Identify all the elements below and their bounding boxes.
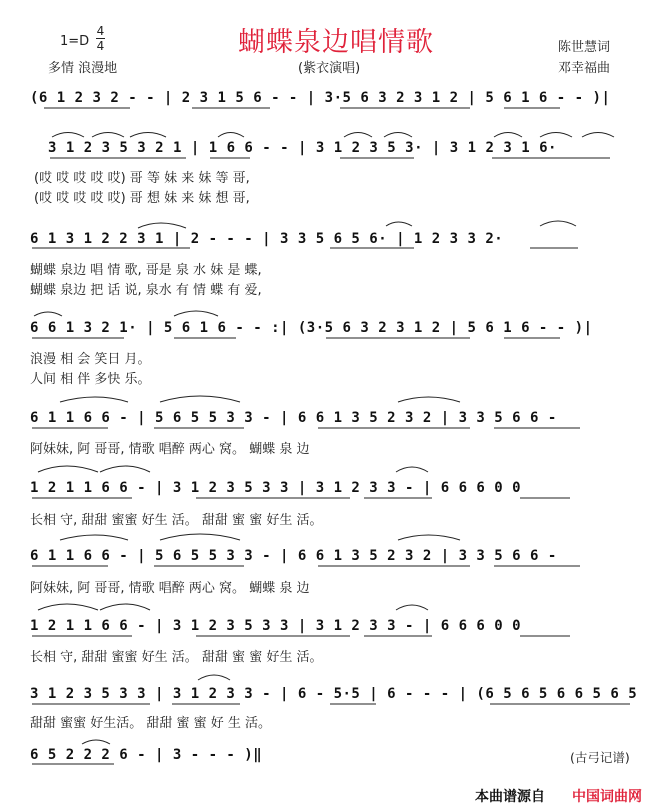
lyric-line-7: 阿妹妹, 阿 哥哥, 情歌 唱醉 两心 窝。 蝴蝶 泉 边 [30,581,310,596]
transcriber-credit: (古弓记谱) [570,750,630,765]
slur-arc [386,222,412,226]
notation-line-6: 1 2 1 1 6 6 - | 3 1 2 3 5 3 3 | 3 1 2 3 3 - | 6 6 6 0 0 [30,480,522,496]
slur-arc [38,466,98,472]
notation-line-10: 6 5 2 2 2 6 - | 3 - - - )‖ [30,747,263,763]
slur-arc [38,604,98,610]
notation-line-4: 6 6 1 3 2 1· | 5 6 1 6 - - :| (3·5 6 3 2 3 1 2 | 5 6 1 6 - - )| [30,320,593,336]
slur-arc [398,397,460,402]
lyric-line-3-verse-2: 蝴蝶 泉边 把 话 说, 泉水 有 情 蝶 有 爱, [30,283,262,298]
slur-arc [396,467,428,472]
slur-arc [92,133,124,138]
slur-arc [218,133,244,138]
slur-arc [100,604,150,610]
slur-arc [384,133,412,138]
notation-line-9: 3 1 2 3 5 3 3 | 3 1 2 3 3 - | 6 - 5·5 | 6 - - - | (6 5 6 5 6 6 5 6 5 [30,686,638,702]
notation-line-5: 6 1 1 6 6 - | 5 6 5 5 3 3 - | 6 6 1 3 5 2 3 2 | 3 3 5 6 6 - [30,410,557,426]
slur-arc [396,605,428,610]
notation-line-1: (6 1 2 3 2 - - | 2 3 1 5 6 - - | 3·5 6 3 2 3 1 2 | 5 6 1 6 - - )| [30,90,611,106]
lyric-line-4-verse-1: 浪漫 相 会 笑日 月。 [30,352,151,367]
slur-arc [540,133,572,138]
song-title: 蝴蝶泉边唱情歌 [238,27,434,58]
slur-arc [398,535,460,540]
composer: 邓幸福曲 [558,61,611,76]
slur-arc [494,133,522,138]
slur-arc [160,534,240,540]
lyric-line-2-verse-2: (哎 哎 哎 哎 哎) 哥 想 妹 来 妹 想 哥, [34,191,250,206]
time-signature-bottom: 4 [96,39,105,53]
mood-marking: 多情 浪漫地 [48,61,118,76]
time-signature-top: 4 [96,24,105,38]
lyric-line-5: 阿妹妹, 阿 哥哥, 情歌 唱醉 两心 窝。 蝴蝶 泉 边 [30,442,310,457]
slur-arc [582,133,614,138]
slur-arc [160,396,240,402]
lyric-line-8: 长相 守, 甜甜 蜜蜜 好生 活。 甜甜 蜜 蜜 好生 活。 [30,650,323,665]
slur-arc [82,740,110,744]
lyric-line-9: 甜甜 蜜蜜 好生活。 甜甜 蜜 蜜 好 生 活。 [30,716,272,731]
slur-arc [34,312,62,316]
slur-arc [60,535,128,540]
notation-line-2: 3 1 2 3 5 3 2 1 | 1 6 6 - - | 3 1 2 3 5 3· | 3 1 2 3 1 6· [48,140,557,156]
slur-arc [130,133,166,138]
slur-arc [60,397,128,402]
slur-arc [100,466,150,472]
lyricist: 陈世慧词 [558,40,611,55]
lyric-line-4-verse-2: 人间 相 伴 多快 乐。 [30,372,151,387]
source-label: 本曲谱源自 [475,789,545,805]
site-name: 中国词曲网 [572,789,642,805]
notation-line-3: 6 1 3 1 2 2 3 1 | 2 - - - | 3 3 5 6 5 6· | 1 2 3 3 2· [30,231,504,247]
performer: (紫衣演唱) [298,61,361,76]
notation-line-7: 6 1 1 6 6 - | 5 6 5 5 3 3 - | 6 6 1 3 5 2 3 2 | 3 3 5 6 6 - [30,548,557,564]
notation-line-8: 1 2 1 1 6 6 - | 3 1 2 3 5 3 3 | 3 1 2 3 3 - | 6 6 6 0 0 [30,618,522,634]
lyric-line-3-verse-1: 蝴蝶 泉边 唱 情 歌, 哥是 泉 水 妹 是 蝶, [30,263,262,278]
key-prefix: 1=D [60,34,90,49]
slur-arc [138,223,186,228]
lyric-line-6: 长相 守, 甜甜 蜜蜜 好生 活。 甜甜 蜜 蜜 好生 活。 [30,513,323,528]
lyric-line-2-verse-1: (哎 哎 哎 哎 哎) 哥 等 妹 来 妹 等 哥, [34,171,250,186]
slur-arc [198,675,230,680]
slur-arc [540,221,576,226]
slur-arc [174,311,218,316]
slur-arc [344,133,372,138]
slur-arc [52,133,84,138]
